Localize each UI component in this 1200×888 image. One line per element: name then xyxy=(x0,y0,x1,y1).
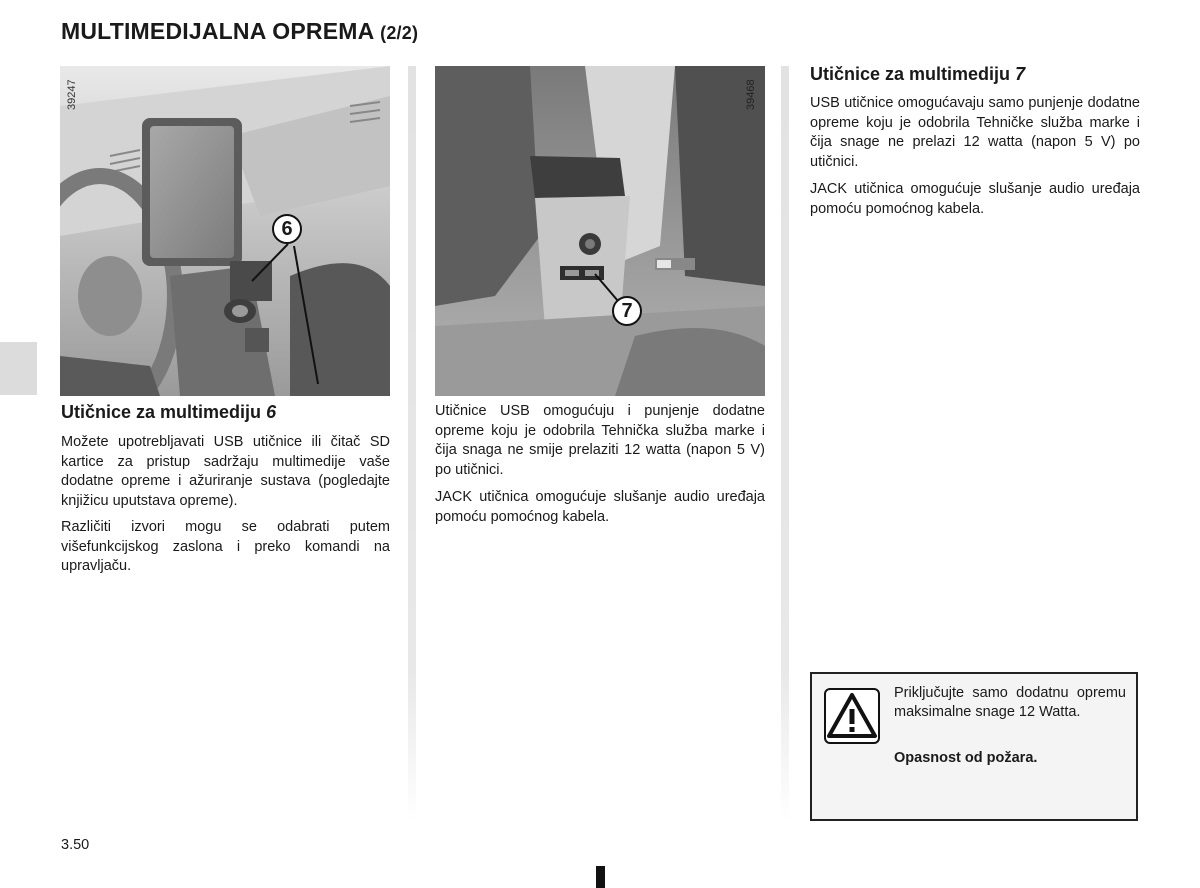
heading-text: Utičnice za multimediju xyxy=(810,64,1011,84)
heading-number: 7 xyxy=(1015,64,1026,84)
paragraph: Možete upotrebljavati USB utičnice ili čitač SD kartice za pristup sadržaju multimedije vaše dodatne opreme i ažuriranje sustava (pogledajte knjižicu uputstava opreme). xyxy=(61,434,390,509)
page-number: 3.50 xyxy=(61,837,90,853)
warning-text: Priključujte samo dodatnu opremu maksimalne snage 12 Watta. xyxy=(894,685,1126,720)
image-ref-number: 39247 xyxy=(66,79,78,110)
page-title-text: MULTIMEDIJALNA OPREMA xyxy=(61,18,374,44)
paragraph: Različiti izvori mogu se odabrati putem višefunkcijskog zaslona i preko komandi na upravljaču. xyxy=(61,519,390,574)
heading-text: Utičnice za multimediju xyxy=(61,402,262,422)
callout-7: 7 xyxy=(612,296,642,326)
paragraph: JACK utičnica omogućuje slušanje audio uređaja pomoću pomoćnog kabela. xyxy=(810,181,1140,217)
column-separator-left xyxy=(408,66,416,822)
paragraph: JACK utičnica omogućuje slušanje audio uređaja pomoću pomoćnog kabela. xyxy=(435,489,765,525)
page-marker-bar xyxy=(596,866,605,888)
rear-console-photo xyxy=(435,66,765,396)
section-heading-multimedia-7 xyxy=(810,64,1025,85)
column-separator-right xyxy=(781,66,789,822)
warning-box xyxy=(810,672,1138,821)
callout-6: 6 xyxy=(272,214,302,244)
paragraph: Utičnice USB omogućuju i punjenje dodatne opreme koju je odobrila Tehnička služba marke i čija snaga ne smije prelaziti 12 watta (napon 5 V) po utičnici. xyxy=(435,403,765,478)
page-title xyxy=(61,18,418,45)
warning-triangle-icon xyxy=(824,688,880,744)
page-indicator: (2/2) xyxy=(380,23,419,43)
section-side-tab xyxy=(0,342,37,395)
dashboard-photo xyxy=(60,66,390,396)
heading-number: 6 xyxy=(266,402,277,422)
section-heading-multimedia-6 xyxy=(61,402,276,423)
paragraph: USB utičnice omogućavaju samo punjenje dodatne opreme koju je odobrila Tehničke služba marke i čija snage ne prelazi 12 watta (napon 5 V) po utičnici. xyxy=(810,95,1140,170)
warning-emphasis: Opasnost od požara. xyxy=(894,750,1038,766)
image-ref-number: 39468 xyxy=(745,79,757,110)
